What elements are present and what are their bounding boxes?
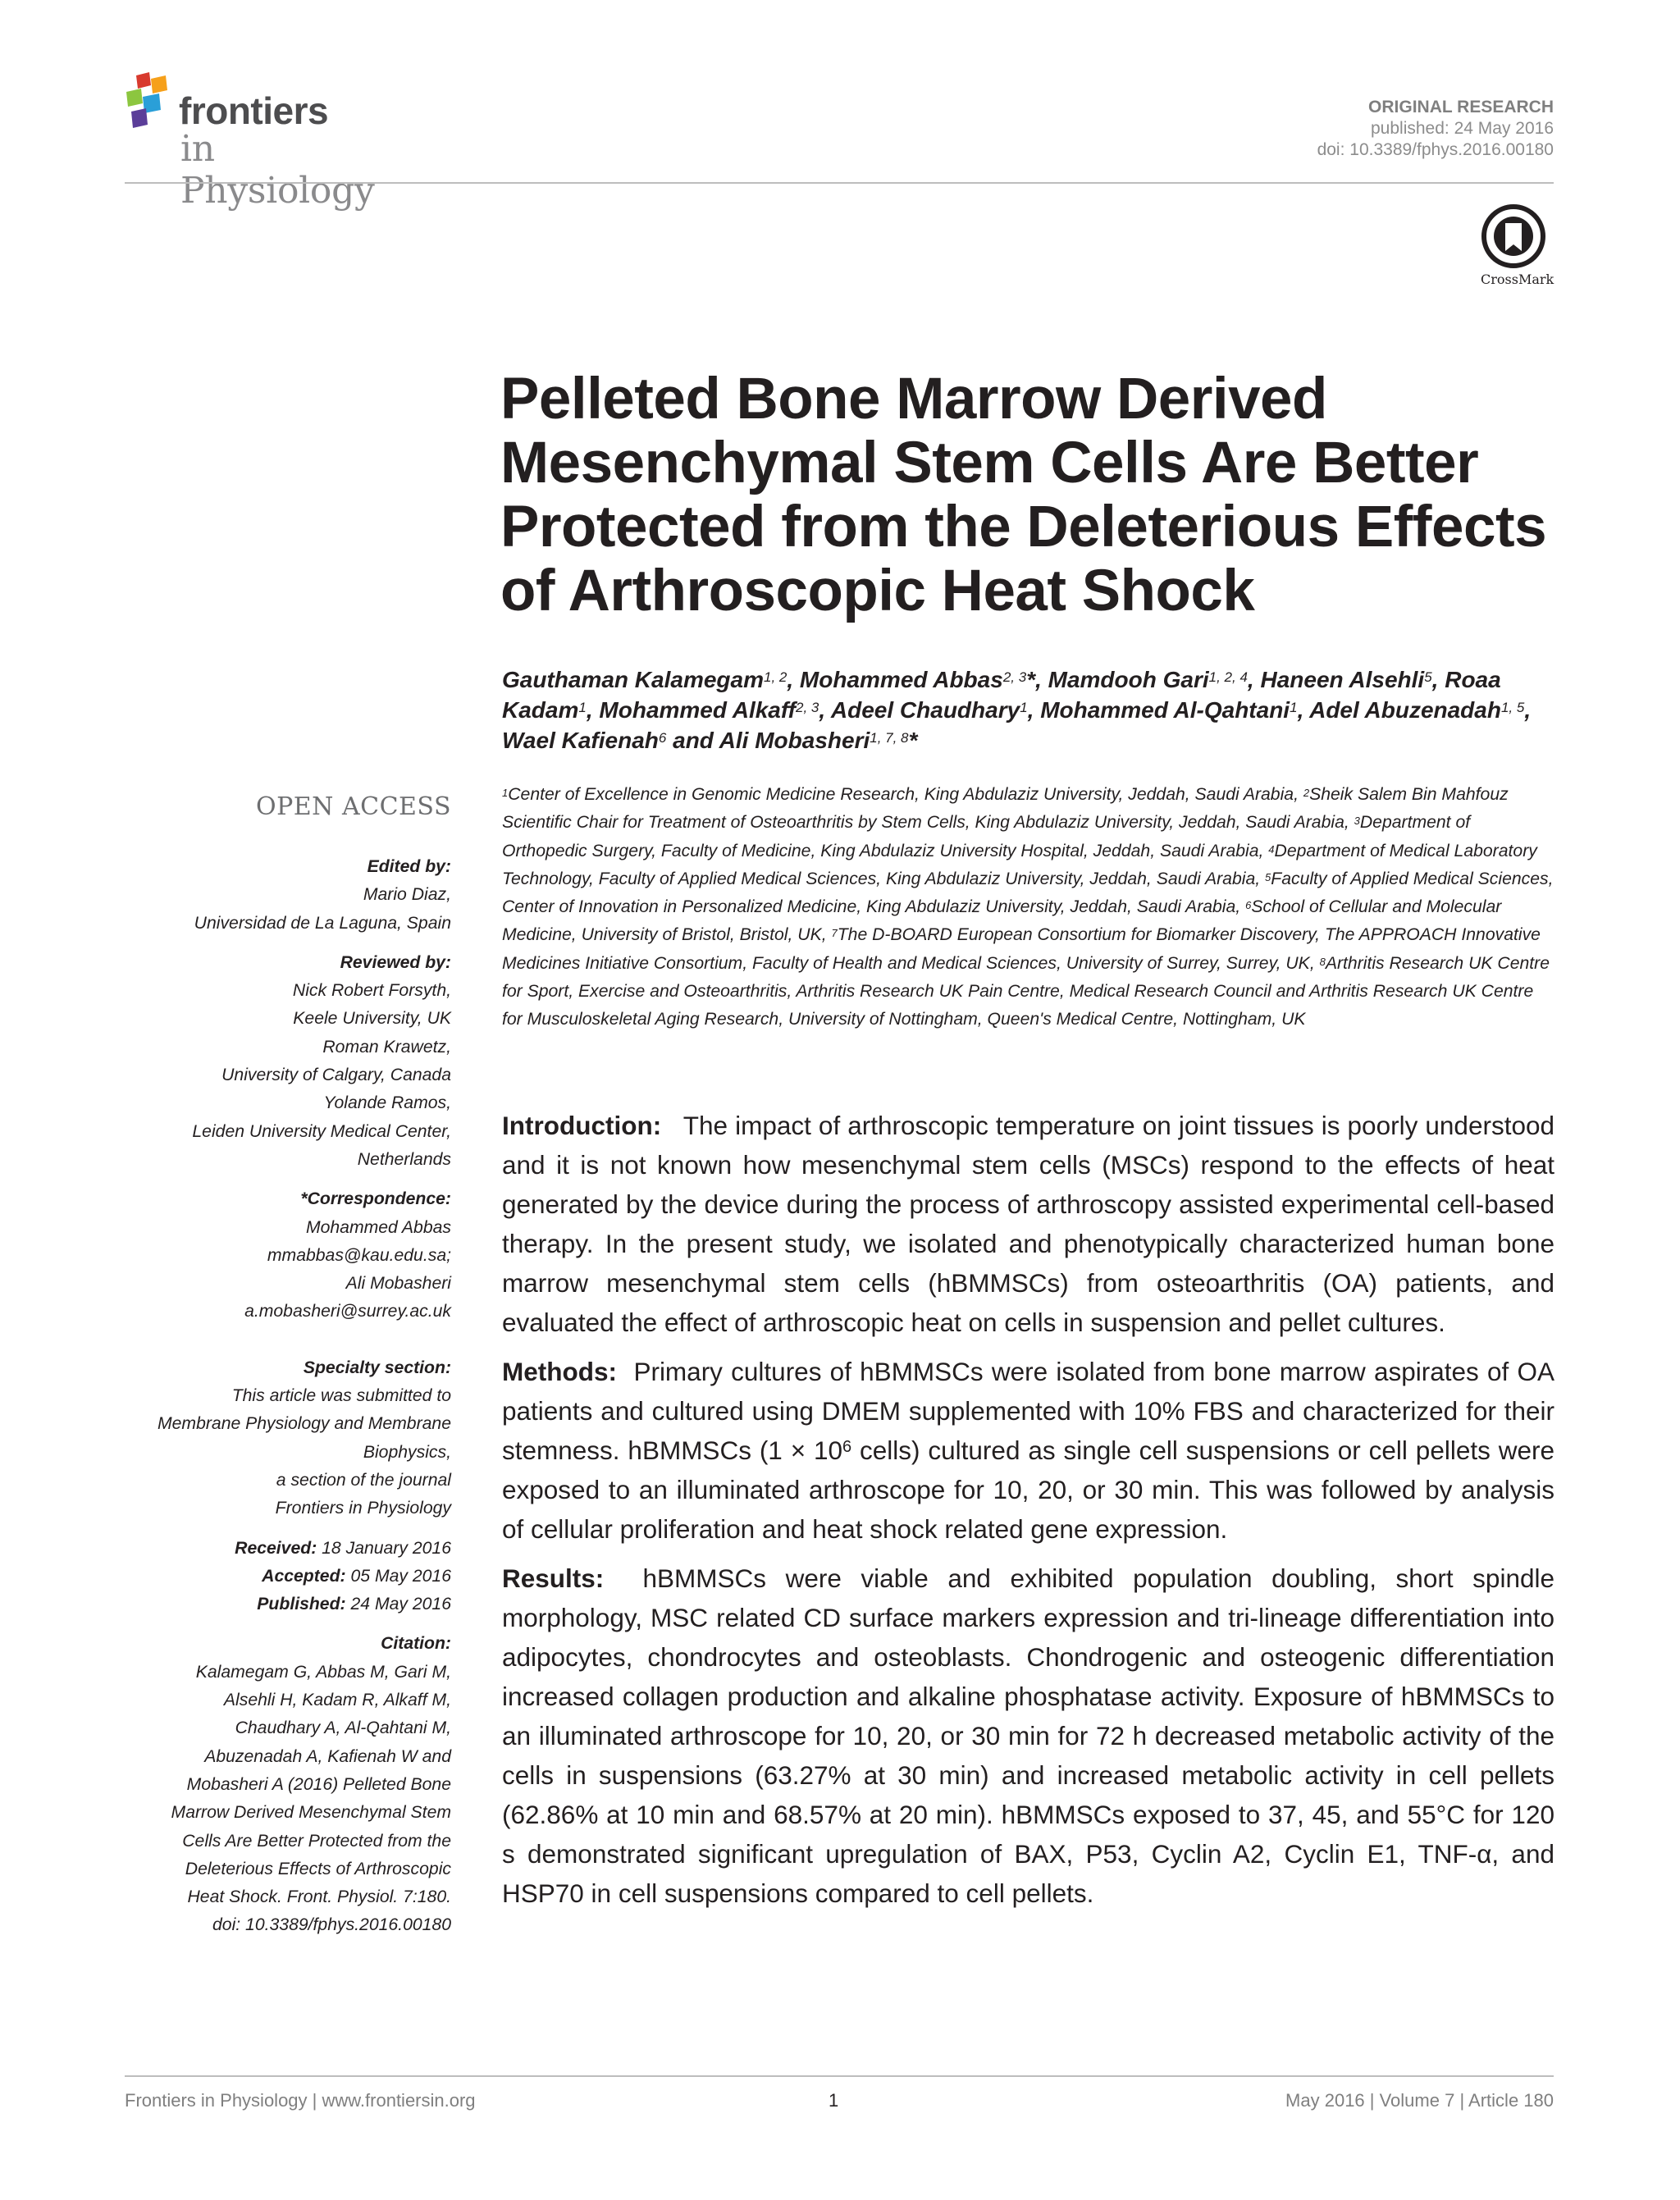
author-affiliation-ref: 1, 5 [1500, 700, 1525, 715]
open-access-label: OPEN ACCESS [255, 792, 451, 821]
published-date-sidebar: Published: 24 May 2016 [257, 1595, 451, 1614]
journal-brand: frontiers [179, 89, 329, 132]
sidebar-line: Cells Are Better Protected from the [182, 1831, 451, 1851]
author-affiliation-ref: 5 [1424, 669, 1432, 685]
author-affiliation-ref: 6 [658, 730, 667, 746]
sidebar-line: Netherlands [357, 1149, 451, 1169]
affiliation-text: Department of Medical Laboratory Technology, Faculty of Applied Medical Sciences, King Abdulaziz University, Jeddah, Saudi Arabia, [502, 841, 1537, 888]
author-name[interactable]: Mamdooh Gari [1048, 667, 1209, 692]
introduction-text: The impact of arthroscopic temperature on joint tissues is poorly understood and it is not known how mesenchymal stem cells (MSCs) respond to the effects of heat generated by the device during the process of arthroscopy assisted experimental cell-based therapy. In the present study, we isolated and phenotypically characterized human bone marrow mesenchymal stem cells (hBMMSCs) from osteoarthritis (OA) patients, and evaluated the effect of arthroscopic heat on cells in suspension and pellet cultures. [502, 1111, 1555, 1337]
author-affiliation-ref: 1 [1020, 700, 1028, 715]
sidebar-line: Heat Shock. Front. Physiol. 7:180. [187, 1887, 451, 1907]
results-label: Results: [502, 1563, 605, 1593]
sidebar-line: Leiden University Medical Center, [192, 1121, 451, 1141]
journal-name: in Physiology [180, 128, 375, 212]
reviewed-by-heading: Reviewed by: [340, 952, 451, 972]
published-date: published: 24 May 2016 [1371, 119, 1554, 138]
crossmark-label: CrossMark [1481, 272, 1554, 287]
sidebar-line: Roman Krawetz, [322, 1037, 451, 1057]
footer-issue: May 2016 | Volume 7 | Article 180 [1285, 2090, 1554, 2111]
sidebar-line: Frontiers in Physiology [275, 1499, 451, 1518]
citation-list [107, 1659, 451, 1940]
received-date: Received: 18 January 2016 [235, 1538, 451, 1558]
affiliation-number: 1 [502, 787, 509, 799]
edited-by-heading: Edited by: [367, 857, 451, 876]
specialty-list [107, 1382, 451, 1522]
sidebar-line: Biophysics, [363, 1442, 451, 1462]
author-affiliation-ref: 1 [1290, 700, 1298, 715]
affiliation-number: 2 [1303, 787, 1310, 799]
sidebar-line: Deleterious Effects of Arthroscopic [185, 1859, 451, 1878]
author-name[interactable]: Wael Kafienah [502, 728, 659, 753]
affiliation-text: Arthritis Research UK Centre for Sport, Exercise and Osteoarthritis, Arthritis Research UK Pain Centre, Medical Research Council and Arthritis Research UK Centre for Musculoskeletal Aging Research, University of Nottingham, Queen's Medical Centre, Nottingham, UK [502, 953, 1550, 1029]
author-name[interactable]: Mohammed Al-Qahtani [1040, 697, 1290, 723]
affiliation-text: Center of Excellence in Genomic Medicine Research, King Abdulaziz University, Jeddah, Saudi Arabia, [508, 785, 1303, 804]
sidebar-line: Yolande Ramos, [323, 1093, 451, 1113]
sidebar-line: Membrane Physiology and Membrane [157, 1414, 451, 1434]
page-number: 1 [829, 2090, 839, 2111]
reviewed-by-list [107, 977, 451, 1174]
sidebar-line: Universidad de La Laguna, Spain [194, 913, 451, 933]
sidebar-line: Alsehli H, Kadam R, Alkaff M, [223, 1691, 451, 1710]
methods-label: Methods: [502, 1357, 617, 1386]
author-affiliation-ref: 2, 3 [796, 700, 819, 715]
abstract-results [502, 1559, 1554, 1913]
accepted-date: Accepted: 05 May 2016 [262, 1566, 451, 1586]
footer-journal-link[interactable]: Frontiers in Physiology | www.frontiersin.org [125, 2090, 476, 2111]
sidebar-line: Mohammed Abbas [305, 1217, 451, 1237]
footer-divider [125, 2075, 1554, 2077]
sidebar-line: mmabbas@kau.edu.sa; [267, 1245, 451, 1265]
author-name[interactable]: Haneen Alsehli [1260, 667, 1425, 692]
sidebar-line: This article was submitted to [231, 1386, 451, 1406]
affiliation-text: School of Cellular and Molecular Medicine, University of Bristol, Bristol, UK, [502, 897, 1502, 945]
affiliation-text: Sheik Salem Bin Mahfouz Scientific Chair for Treatment of Osteoarthritis by Stem Cells, King Abdulaziz University, Jeddah, Saudi Arabia, [502, 785, 1509, 833]
sidebar-line: Kalamegam G, Abbas M, Gari M, [195, 1662, 451, 1682]
abstract-introduction [502, 1106, 1554, 1342]
author-name[interactable]: Ali Mobasheri [719, 728, 870, 753]
citation-heading: Citation: [381, 1634, 451, 1654]
sidebar-line: Marrow Derived Mesenchymal Stem [171, 1803, 451, 1823]
author-name[interactable]: Roaa Kadam [502, 667, 1501, 723]
author-name[interactable]: Mohammed Alkaff [599, 697, 797, 723]
sidebar-line: doi: 10.3389/fphys.2016.00180 [212, 1915, 451, 1935]
author-list: Gauthaman Kalamegam$^{1, 2}$, Mohammed Abbas$^{2, 3}$*, Mamdooh Gari$^{1, 2, 4}$, Haneen Alsehli$^5$, Roaa Kadam$^1$, Mohammed Alkaff$^{2, 3}$, Adeel Chaudhary$^1$, Mohammed Al-Qahtani$^1$, Adel Abuzenadah$^{1, 5}$, Wael Kafienah$^6$ and Ali Mobasheri$^{1, 7, 8}$* [502, 667, 1532, 753]
affiliation-list [502, 781, 1556, 1034]
author-affiliation-ref: 1 [578, 700, 587, 715]
sidebar-line: a section of the journal [276, 1470, 451, 1490]
article-type: ORIGINAL RESEARCH [1368, 98, 1554, 116]
article-doi[interactable]: doi: 10.3389/fphys.2016.00180 [1317, 140, 1554, 159]
sidebar-line: Nick Robert Forsyth, [292, 981, 451, 1001]
edited-by-list [107, 881, 451, 938]
journal-logo [125, 71, 420, 212]
author-affiliation-ref: 1, 2 [764, 669, 788, 685]
sidebar-line: Chaudhary A, Al-Qahtani M, [235, 1718, 451, 1738]
abstract [502, 1106, 1554, 1923]
article-sidebar [107, 853, 451, 1940]
crossmark-badge[interactable] [1481, 203, 1554, 287]
affiliation-number: 5 [1265, 870, 1271, 883]
affiliation-number: 7 [831, 927, 838, 940]
sidebar-line: Ali Mobasheri [345, 1274, 451, 1294]
affiliation-number: 8 [1319, 955, 1326, 968]
abstract-methods: Methods: Primary cultures of hBMMSCs were isolated from bone marrow aspirates of OA patients and cultured using DMEM supplemented with 10% FBS and characterized for their stemness. hBMMSCs ($1 \times 10^6$ cells) cultured as single cell suspensions or cell pellets were exposed to an illuminated arthroscope for 10, 20, or 30 min. This was followed by analysis of cellular proliferation and heat shock related gene expression. [502, 1357, 1555, 1544]
author-name[interactable]: Mohammed Abbas [799, 667, 1003, 692]
author-affiliation-ref: 1, 2, 4 [1208, 669, 1248, 685]
affiliation-text: Faculty of Applied Medical Sciences, Center of Innovation in Personalized Medicine, King Abdulaziz University, Jeddah, Saudi Arabia, [502, 869, 1554, 917]
sidebar-line: Abuzenadah A, Kafienah W and [204, 1746, 451, 1766]
introduction-label: Introduction: [502, 1111, 662, 1140]
article-title: Pelleted Bone Marrow Derived Mesenchymal Stem Cells Are Better Protected from the Deleterious Effects of Arthroscopic Heat Shock [500, 367, 1547, 623]
article-meta [1317, 97, 1554, 161]
specialty-heading: Specialty section: [303, 1358, 451, 1377]
author-name[interactable]: Adel Abuzenadah [1309, 697, 1501, 723]
affiliation-number: 6 [1245, 899, 1252, 912]
author-affiliation-ref: 1, 7, 8 [870, 730, 909, 746]
author-name[interactable]: Gauthaman Kalamegam [502, 667, 764, 692]
crossmark-icon [1481, 203, 1546, 269]
sidebar-line: a.mobasheri@surrey.ac.uk [244, 1302, 451, 1321]
author-affiliation-ref: 2, 3 [1002, 669, 1027, 685]
correspondence-list[interactable] [107, 1214, 451, 1326]
sidebar-line: University of Calgary, Canada [221, 1066, 451, 1085]
affiliation-text: Department of Orthopedic Surgery, Faculty of Medicine, King Abdulaziz University Hospital, Jeddah, Saudi Arabia, [502, 813, 1471, 860]
affiliation-text: The D-BOARD European Consortium for Biomarker Discovery, The APPROACH Innovative Medicines Initiative Consortium, Faculty of Health and Medical Sciences, University of Surrey, Surrey, UK, [502, 925, 1541, 973]
sidebar-line: Keele University, UK [293, 1009, 451, 1029]
header-divider [125, 182, 1554, 184]
affiliation-number: 3 [1354, 815, 1360, 828]
results-text: hBMMSCs were viable and exhibited population doubling, short spindle morphology, MSC related CD surface markers expression and tri-lineage differentiation into adipocytes, chondrocytes and osteoblasts. Chondrogenic and osteogenic differentiation increased collagen production and alkaline phosphatase activity. Exposure of hBMMSCs to an illuminated arthroscope for 10, 20, or 30 min for 72 h decreased metabolic activity of the cells in suspensions (63.27% at 30 min) and increased metabolic activity in cell pellets (62.86% at 10 min and 68.57% at 20 min). hBMMSCs exposed to 37, 45, and 55°C for 120 s demonstrated significant upregulation of BAX, P53, Cyclin A2, Cyclin E1, TNF-α, and HSP70 in cell suspensions compared to cell pellets. [502, 1563, 1554, 1908]
methods-text: Primary cultures of hBMMSCs were isolated from bone marrow aspirates of OA patients and cultured using DMEM supplemented with 10% FBS and characterized for their stemness. hBMMSCs (1 × 10 [502, 1357, 1554, 1465]
sidebar-line: Mobasheri A (2016) Pelleted Bone [186, 1774, 451, 1794]
sidebar-line: Mario Diaz, [363, 885, 451, 905]
correspondence-heading: *Correspondence: [300, 1189, 451, 1209]
author-name[interactable]: Adeel Chaudhary [830, 697, 1020, 723]
frontiers-logo-icon [125, 72, 176, 135]
affiliation-number: 4 [1268, 842, 1275, 856]
